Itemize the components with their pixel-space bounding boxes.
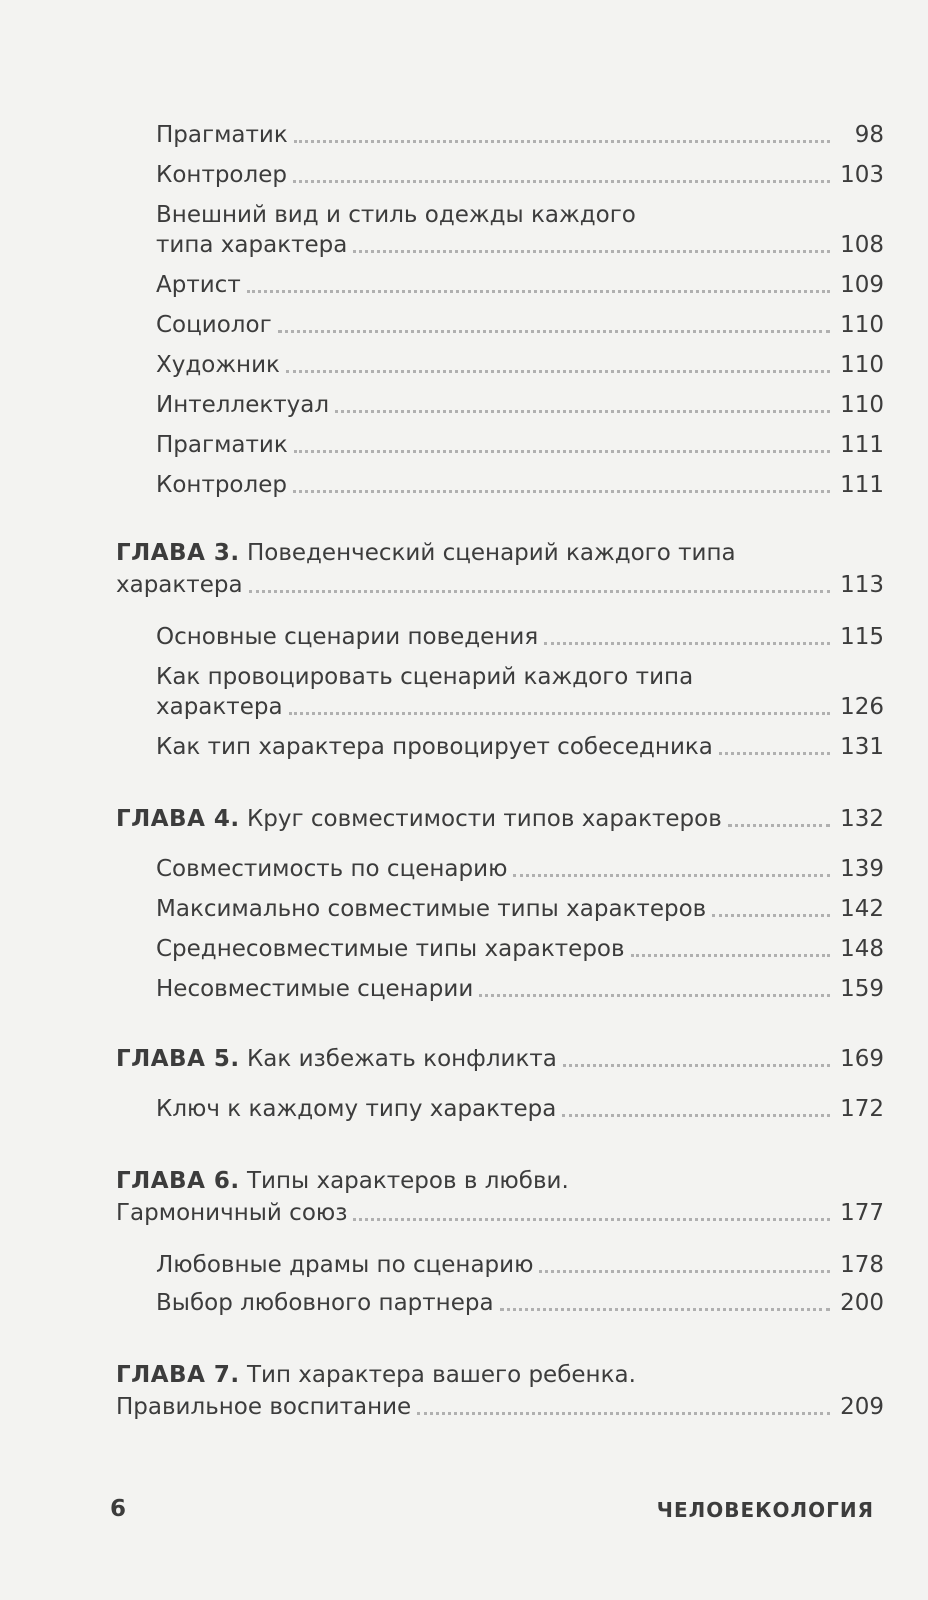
chapter-7-title-line2: Правильное воспитание (116, 1394, 412, 1420)
chapter-6-head: ГЛАВА 6. (116, 1168, 240, 1194)
toc-entry (156, 730, 884, 764)
dot-leader (294, 450, 830, 453)
toc-entry-label-line1: Внешний вид и стиль одежды каждого (156, 202, 636, 228)
toc-entry-label: Максимально совместимые типы характеров (156, 896, 707, 922)
dot-leader (719, 752, 830, 755)
toc-entry-label: Ключ к каждому типу характера (156, 1096, 557, 1122)
chapter-5-entry (116, 1042, 884, 1076)
toc-entry-page: 109 (840, 272, 884, 298)
chapter-3-head: ГЛАВА 3. (116, 540, 240, 566)
chapter-6-page: 177 (840, 1200, 884, 1226)
chapter-7-title: Тип характера вашего ребенка. (246, 1362, 636, 1388)
dot-leader (513, 874, 830, 877)
toc-entry-label: Совместимость по сценарию (156, 856, 508, 882)
toc-entry (156, 892, 884, 926)
page-number: 6 (110, 1496, 127, 1522)
dot-leader (353, 250, 830, 253)
dot-leader (335, 410, 830, 413)
chapter-7-page: 209 (840, 1394, 884, 1420)
toc-entry (156, 348, 884, 382)
dot-leader (353, 1218, 830, 1221)
dot-leader (562, 1114, 830, 1117)
toc-entry (156, 620, 884, 654)
toc-entry-page: 110 (840, 352, 884, 378)
dot-leader (544, 642, 830, 645)
dot-leader (631, 954, 830, 957)
chapter-7-line1 (116, 1358, 636, 1392)
chapter-5-heading (116, 1042, 557, 1076)
toc-entry (156, 468, 884, 502)
dot-leader (563, 1064, 830, 1067)
toc-entry-page: 110 (840, 312, 884, 338)
toc-entry-page: 172 (840, 1096, 884, 1122)
bleed-through-text (60, 88, 66, 112)
dot-leader (712, 914, 830, 917)
dot-leader (539, 1270, 830, 1273)
chapter-5-title: Как избежать конфликта (246, 1046, 557, 1072)
toc-entry-page: 98 (854, 122, 884, 148)
toc-entry-label: Прагматик (156, 122, 288, 148)
toc-entry (156, 690, 884, 724)
toc-entry-page: 108 (840, 232, 884, 258)
toc-entry-page: 200 (840, 1290, 884, 1316)
toc-entry-page: 115 (840, 624, 884, 650)
toc-entry (156, 388, 884, 422)
toc-entry (156, 932, 884, 966)
toc-entry (156, 972, 884, 1006)
toc-entry-page: 148 (840, 936, 884, 962)
chapter-7-entry (116, 1390, 884, 1424)
dot-leader (278, 330, 830, 333)
toc-entry-label: Интеллектуал (156, 392, 330, 418)
toc-entry-label: Как тип характера провоцирует собеседника (156, 734, 713, 760)
toc-entry-page: 159 (840, 976, 884, 1002)
chapter-6-title-line2: Гармоничный союз (116, 1200, 348, 1226)
toc-entry-label: Контролер (156, 472, 287, 498)
chapter-6-title: Типы характеров в любви. (246, 1168, 569, 1194)
toc-entry (156, 118, 884, 152)
toc-entry-page: 139 (840, 856, 884, 882)
dot-leader (500, 1308, 830, 1311)
chapter-3-page: 113 (840, 572, 884, 598)
dot-leader (294, 140, 830, 143)
dot-leader (417, 1412, 830, 1415)
dot-leader (728, 824, 830, 827)
toc-entry (156, 308, 884, 342)
chapter-3-entry (116, 568, 884, 602)
toc-entry-page: 131 (840, 734, 884, 760)
toc-entry-label: Артист (156, 272, 241, 298)
dot-leader (286, 370, 830, 373)
dot-leader (289, 712, 830, 715)
chapter-3-line1 (116, 536, 736, 570)
chapter-7-head: ГЛАВА 7. (116, 1362, 240, 1388)
toc-entry-label: Несовместимые сценарии (156, 976, 474, 1002)
toc-entry-page: 126 (840, 694, 884, 720)
toc-entry-label-line1: Как провоцировать сценарий каждого типа (156, 664, 694, 690)
chapter-5-head: ГЛАВА 5. (116, 1046, 240, 1072)
chapter-4-page: 132 (840, 806, 884, 832)
toc-entry-label: Выбор любовного партнера (156, 1290, 494, 1316)
toc-entry-page: 142 (840, 896, 884, 922)
toc-entry (156, 228, 884, 262)
chapter-4-entry (116, 802, 884, 836)
toc-entry (156, 1092, 884, 1126)
chapter-4-head: ГЛАВА 4. (116, 806, 240, 832)
toc-entry (156, 852, 884, 886)
chapter-3-title-line2: характера (116, 572, 243, 598)
toc-entry (156, 158, 884, 192)
toc-entry (156, 1286, 884, 1320)
chapter-6-line1 (116, 1164, 569, 1198)
chapter-4-title: Круг совместимости типов характеров (246, 806, 722, 832)
dot-leader (293, 180, 830, 183)
dot-leader (249, 590, 830, 593)
toc-entry-label-line2: типа характера (156, 232, 348, 258)
toc-entry-page: 103 (840, 162, 884, 188)
toc-entry (156, 428, 884, 462)
toc-entry-page: 178 (840, 1252, 884, 1278)
toc-entry-label: Социолог (156, 312, 272, 338)
toc-entry-page: 111 (840, 432, 884, 458)
toc-entry-page: 110 (840, 392, 884, 418)
running-footer-brand: ЧЕЛОВЕКОЛОГИЯ (656, 1498, 874, 1522)
dot-leader (479, 994, 830, 997)
toc-entry-label: Любовные драмы по сценарию (156, 1252, 534, 1278)
chapter-6-entry (116, 1196, 884, 1230)
chapter-4-heading (116, 802, 722, 836)
toc-entry (156, 1248, 884, 1282)
chapter-3-title: Поведенческий сценарий каждого типа (246, 540, 736, 566)
toc-entry-label: Основные сценарии поведения (156, 624, 539, 650)
dot-leader (247, 290, 830, 293)
toc-entry-label: Прагматик (156, 432, 288, 458)
chapter-5-page: 169 (840, 1046, 884, 1072)
toc-entry-label: Контролер (156, 162, 287, 188)
toc-entry-label: Среднесовместимые типы характеров (156, 936, 625, 962)
toc-entry-label: Художник (156, 352, 280, 378)
toc-entry (156, 268, 884, 302)
dot-leader (293, 490, 830, 493)
toc-entry-page: 111 (840, 472, 884, 498)
toc-entry-label-line2: характера (156, 694, 283, 720)
